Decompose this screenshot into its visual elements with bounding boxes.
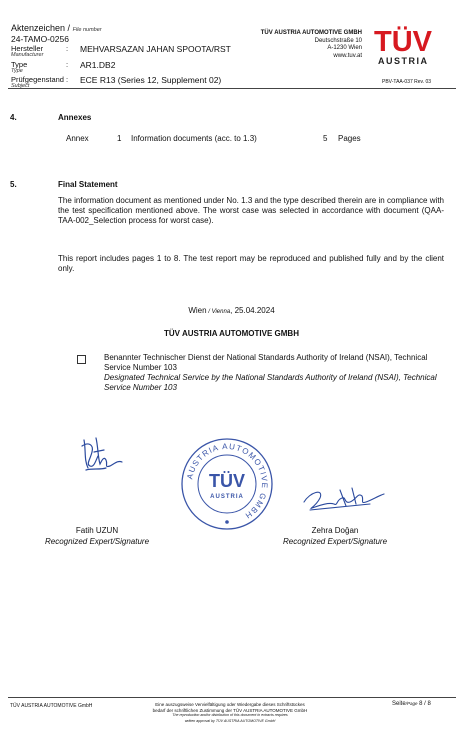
footer-notice-4: written approval by TÜV AUSTRIA AUTOMOTIVE GmbH — [184, 718, 276, 723]
official-stamp — [180, 437, 274, 536]
ref-label — [11, 23, 102, 33]
final-statement-paragraph-1: The information document as mentioned under No. 1.3 and the type described therein are in compliance with the test specification mentioned above. The worst case was selected in accordance with document (QAA-TAA-002_Selection process for worst case). — [58, 196, 444, 225]
annex-number: 1 — [117, 134, 122, 143]
signer-2-role: Recognized Expert/Signature — [282, 537, 388, 546]
company-name: TÜV AUSTRIA AUTOMOTIVE GMBH — [260, 30, 362, 36]
tuv-logo — [372, 20, 452, 66]
manufacturer-label-en: Manufacturer — [11, 52, 44, 58]
place-date — [0, 306, 463, 315]
footer-divider — [8, 697, 456, 698]
footer-notice-3: The reproduction and/or distribution of this document in extracts requires — [172, 713, 288, 717]
final-statement-paragraph-2: This report includes pages 1 to 8. The test report may be reproduced and published fully and by the client only. — [58, 254, 444, 273]
company-web: www.tuv.at — [333, 52, 362, 59]
stamp-logo: TÜV — [209, 471, 245, 491]
ref-value: 24-TAMO-0256 — [11, 34, 69, 44]
company-address — [240, 30, 362, 60]
signer-1-name: Fatih UZUN — [75, 526, 119, 535]
subject-label: Prüfgegenstand — [11, 75, 64, 84]
page-number — [392, 701, 431, 707]
place: Wien — [188, 306, 207, 315]
annex-description: Information documents (acc. to 1.3) — [131, 134, 257, 143]
type-label: Type — [11, 60, 28, 69]
footer-notice — [130, 702, 330, 724]
subject-value: ECE R13 (Series 12, Supplement 02) — [80, 75, 222, 85]
tuv-logo-text: TÜV — [374, 26, 432, 58]
tuv-logo-icon — [372, 20, 452, 66]
stamp-icon — [180, 437, 274, 531]
handwritten-signature-icon — [300, 480, 390, 516]
type-value: AR1.DB2 — [80, 60, 116, 70]
signing-company: TÜV AUSTRIA AUTOMOTIVE GMBH — [164, 329, 299, 338]
tuv-logo-sub: AUSTRIA — [378, 56, 429, 66]
service-checkbox[interactable] — [77, 355, 86, 364]
header-divider — [8, 88, 456, 89]
service-text — [104, 353, 444, 393]
service-de: Benannter Technischer Dienst der National Standards Authority of Ireland (NSAI), Technical Service Number 103 — [104, 353, 428, 372]
page-label: Seite — [392, 701, 406, 707]
page-label-en: /Page — [405, 701, 418, 706]
section4-title: Annexes — [58, 113, 92, 122]
colon: : — [66, 44, 69, 53]
signature-1 — [76, 430, 126, 483]
signature-2 — [300, 480, 390, 521]
footer-company: TÜV AUSTRIA AUTOMOTIVE GmbH — [10, 703, 93, 709]
signer-2-name: Zehra Doğan — [311, 526, 359, 535]
place-en: / Vienna — [206, 309, 231, 315]
colon: : — [66, 60, 69, 69]
annex-label: Annex — [66, 134, 89, 143]
ref-label-de: Aktenzeichen / — [11, 23, 71, 33]
ref-label-en: File number — [72, 27, 102, 33]
date: , 25.04.2024 — [230, 306, 275, 315]
section5-number: 5. — [10, 180, 17, 189]
section5-title: Final Statement — [58, 180, 118, 189]
company-street: Deutschstraße 10 — [314, 37, 362, 44]
subject-label-en: Subject — [11, 83, 30, 89]
form-code: PBV-TAA-037 Rev. 03 — [382, 79, 432, 85]
section4-number: 4. — [10, 113, 17, 122]
signer-1-role: Recognized Expert/Signature — [44, 537, 150, 546]
footer-notice-1: Eine auszugsweise Vervielfältigung oder Wiedergabe dieses Schriftstückes — [155, 702, 305, 707]
handwritten-signature-icon — [76, 430, 126, 478]
type-label-en: Type — [11, 68, 23, 74]
page-value: 8 / 8 — [419, 701, 431, 707]
stamp-sub: AUSTRIA — [210, 494, 244, 500]
stamp-ring-text: AUSTRIA AUTOMOTIVE GMBH — [185, 441, 270, 521]
service-en: Designated Technical Service by the National Standards Authority of Ireland (NSAI), Technical Service Number 103 — [104, 373, 437, 392]
footer-notice-2: bedarf der schriftlichen Zustimmung der TÜV AUSTRIA AUTOMOTIVE GmbH — [152, 707, 308, 713]
manufacturer-label: Hersteller — [11, 44, 44, 53]
annex-pages-label: Pages — [338, 134, 361, 143]
annex-pages-num: 5 — [323, 134, 328, 143]
company-city: A-1230 Wien — [327, 45, 362, 51]
header — [0, 0, 463, 100]
colon: : — [66, 75, 69, 84]
manufacturer-value: MEHVARSAZAN JAHAN SPOOTA/RST — [80, 44, 231, 54]
